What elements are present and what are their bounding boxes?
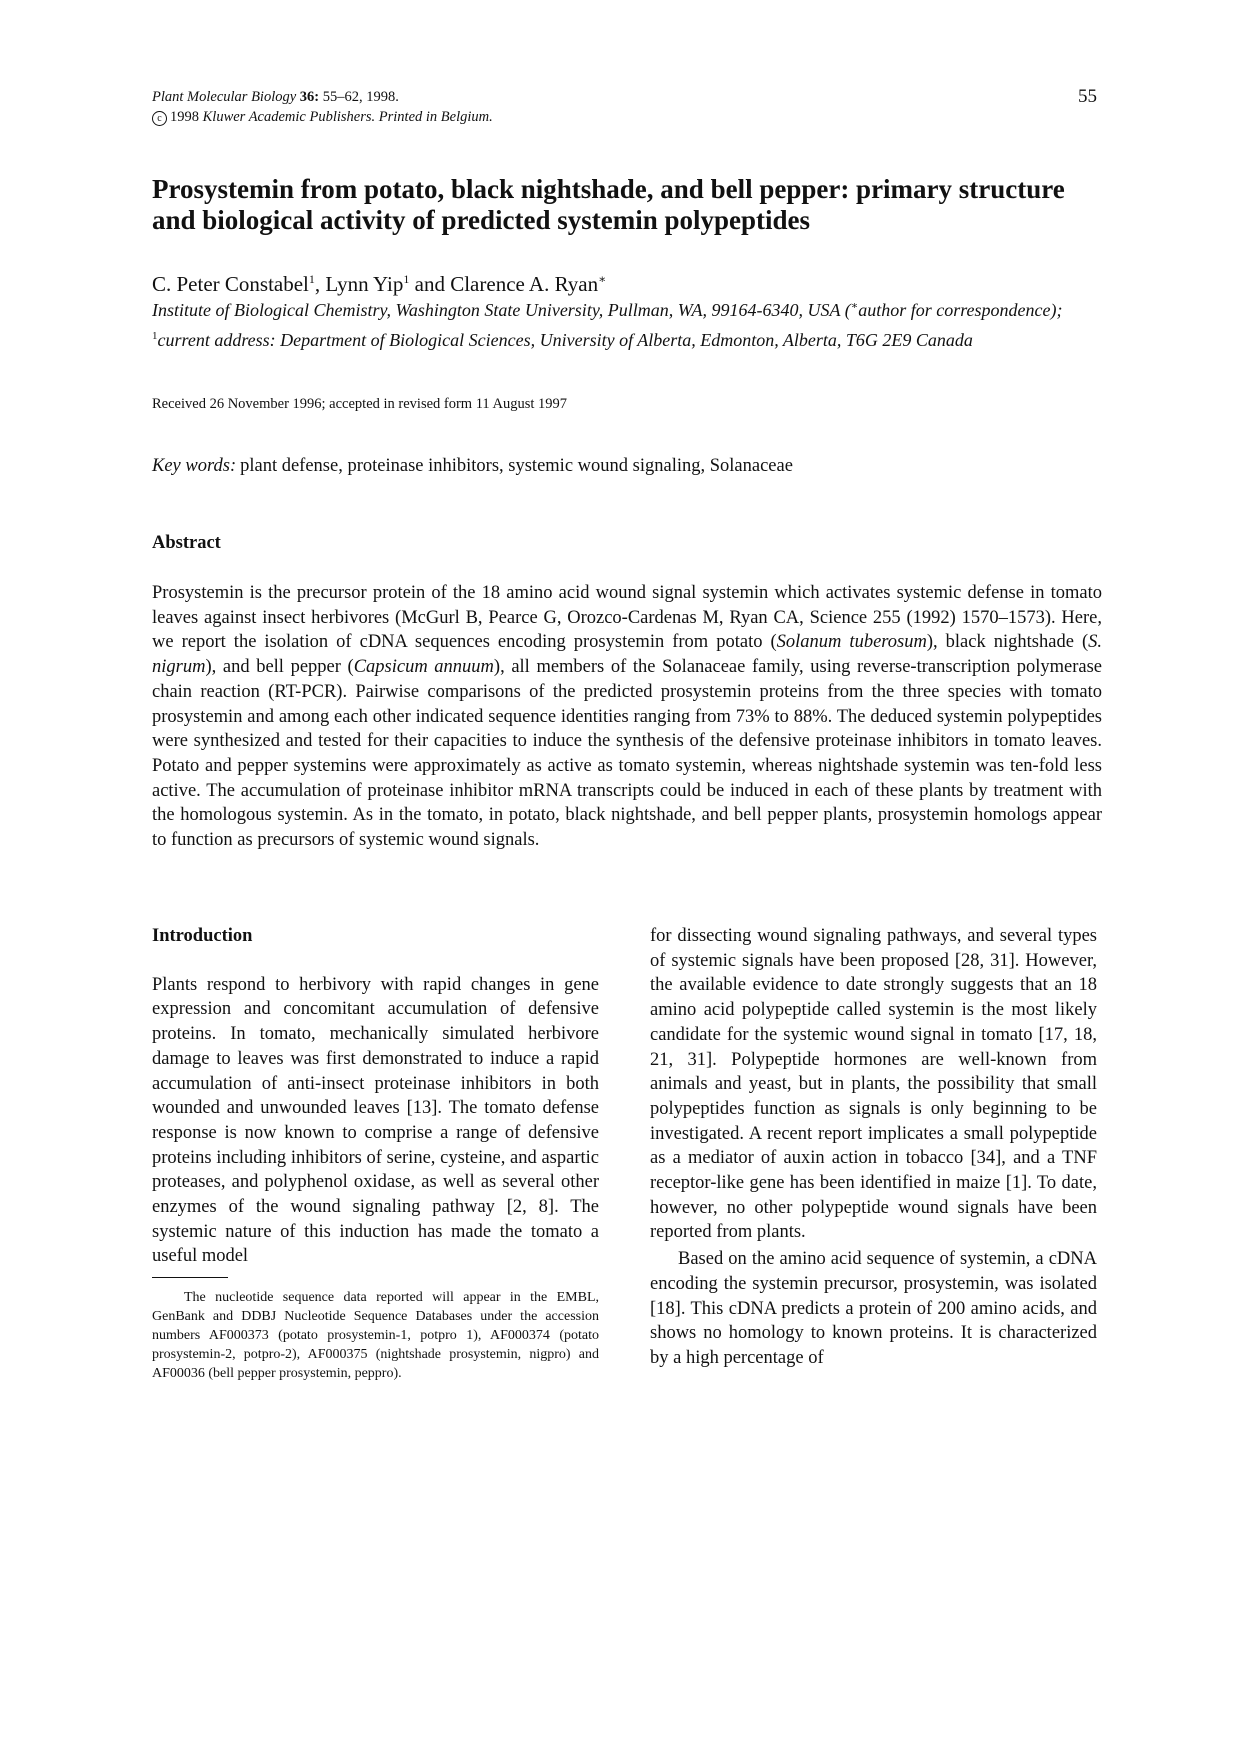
copyright-year: 1998 [170, 109, 199, 125]
affiliation-star: ∗ [850, 300, 859, 312]
affiliation-text: current address: Department of Biological Sciences, University of Alberta, Edmonton, Alberta, T6G 2E9 Canada [157, 329, 973, 350]
abstract-body [152, 581, 1102, 853]
journal-name: Plant Molecular Biology [152, 89, 297, 105]
author-name: Lynn Yip [325, 272, 404, 296]
right-column [650, 924, 1097, 1371]
page-number: 55 [1078, 86, 1097, 107]
publisher: Kluwer Academic Publishers. [202, 109, 376, 125]
author-name: Clarence A. Ryan [450, 272, 599, 296]
keywords-label: Key words: [152, 456, 237, 476]
author-separator: and [409, 272, 451, 296]
keywords [152, 456, 793, 477]
abstract-species: Capsicum annuum [353, 657, 494, 678]
abstract-text: Prosystemin is the precursor protein of the 18 amino acid wound signal systemin which activates systemic defense in tomato leaves against insect herbivores (McGurl B, Pearce G, Orozco-Cardenas M, Ryan CA, Science 255 (1992) 1570–1573). Here, we report the isolation of cDNA sequences encoding prosystemin from potato ( [152, 583, 1102, 653]
abstract-heading: Abstract [152, 533, 221, 553]
abstract-text: ), all members of the Solanaceae family, using reverse-transcription polymerase chain reaction (RT-PCR). Pairwise comparisons of the predicted prosystemin proteins from the three species with tomato prosystemin and among each other indicated sequence identities ranging from 73% to 88%. The deduced systemin polypeptides were synthesized and tested for their capacities to induce the synthesis of the defensive proteinase inhibitors in tomato leaves. Potato and pepper systemins were approximately as active as tomato systemin, whereas nightshade systemin was ten-fold less active. The accumulation of proteinase inhibitor mRNA transcripts could be induced in each of these plants by treatment with the homologous systemin. As in the tomato, in potato, black nightshade, and bell pepper plants, prosystemin homologs appear to function as precursors of systemic wound signals. [152, 657, 1102, 851]
abstract-text: ), and bell pepper ( [205, 657, 354, 678]
body-paragraph: Based on the amino acid sequence of systemin, a cDNA encoding the systemin precursor, prosystemin, was isolated [18]. This cDNA predicts a protein of 200 amino acids, and shows no homology to known proteins. It is characterized by a high percentage of [650, 1249, 1097, 1368]
author-affil-mark: 1 [308, 272, 315, 286]
journal-citation [152, 87, 493, 127]
intro-paragraph: Plants respond to herbivory with rapid changes in gene expression and concomitant accumulation of defensive proteins. In tomato, mechanically simulated herbivore damage to leaves was first demonstrated to induce a rapid accumulation of anti-insect proteinase inhibitors in both wounded and unwounded leaves [13]. The tomato defense response is now known to comprise a range of defensive proteins including inhibitors of serine, cysteine, and aspartic proteases, and polyphenol oxidase, as well as several other enzymes of the wound signaling pathway [2, 8]. The systemic nature of this induction has made the tomato a useful model [152, 974, 599, 1267]
journal-line-1 [152, 87, 493, 107]
author-list [152, 266, 606, 297]
left-column [152, 924, 599, 1383]
received-dates: Received 26 November 1996; accepted in revised form 11 August 1997 [152, 396, 568, 412]
journal-line-2 [152, 107, 493, 127]
author-affil-mark: 1 [403, 272, 410, 286]
author-name: C. Peter Constabel [152, 272, 309, 296]
author-separator: , [314, 272, 326, 296]
abstract-text: ), black nightshade ( [926, 632, 1089, 653]
abstract-species: Solanum tuberosum [776, 632, 927, 653]
introduction-heading: Introduction [152, 926, 253, 946]
printed-in: Printed in Belgium. [378, 109, 493, 125]
body-paragraph: for dissecting wound signaling pathways, and several types of systemic signals have been proposed [28, 31]. However, the available evidence to date strongly suggests that an 18 amino acid polypeptide called systemin is the most likely candidate for the systemic wound signal in tomato [17, 18, 21, 31]. Polypeptide hormones are well-known from animals and yeast, but in plants, the possibility that small polypeptides function as signals is only beginning to be investigated. A recent report implicates a small polypeptide as a mediator of auxin action in tobacco [34], and a TNF receptor-like gene has been identified in maize [1]. To date, however, no other polypeptide wound signals have been reported from plants. [650, 926, 1097, 1243]
affiliation-text: author for correspondence); [858, 300, 1063, 320]
affiliation [152, 294, 1102, 353]
article-title: Prosystemin from potato, black nightshade, and bell pepper: primary structure and biological activity of predicted systemin polypeptides [152, 174, 1065, 235]
affiliation-mark: 1 [152, 329, 158, 342]
author-affil-mark: ∗ [598, 272, 607, 286]
affiliation-text: Institute of Biological Chemistry, Washington State University, Pullman, WA, 99164-6340, USA ( [152, 300, 851, 320]
footnote-rule [152, 1277, 228, 1278]
keywords-list: plant defense, proteinase inhibitors, systemic wound signaling, Solanaceae [240, 456, 793, 476]
journal-volume: 36: [299, 89, 320, 105]
footnote: The nucleotide sequence data reported will appear in the EMBL, GenBank and DDBJ Nucleotide Sequence Databases under the accession numbers AF000373 (potato prosystemin-1, potpro 1), AF000374 (potato prosystemin-2, potpro-2), AF000375 (nightshade prosystemin, nigpro) and AF00036 (bell pepper prosystemin, peppro). [152, 1290, 599, 1382]
copyright-icon: c [152, 111, 167, 126]
abstract-species: S. nigrum [152, 632, 1102, 678]
journal-pages-year: 55–62, 1998. [322, 89, 399, 105]
